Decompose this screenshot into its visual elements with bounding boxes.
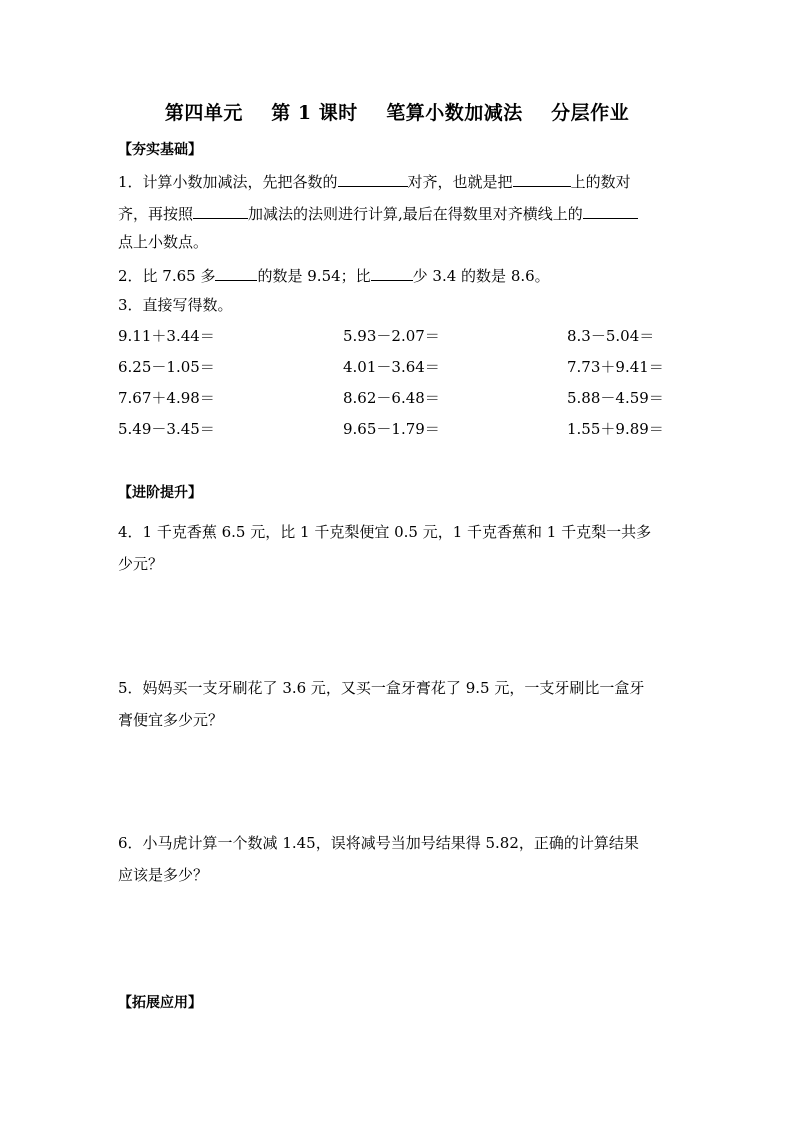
question-1-line-1 xyxy=(118,170,678,192)
calc-item: 1.55＋9.89＝ xyxy=(567,420,664,438)
q1-blank-4[interactable] xyxy=(583,202,638,219)
q1-blank-1[interactable] xyxy=(338,170,408,187)
calc-item: 9.11＋3.44＝ xyxy=(118,327,215,345)
question-4-line-2: 少元？ xyxy=(118,555,164,573)
q2-blank-2[interactable] xyxy=(371,264,413,281)
q1-text-3: 上的数对 xyxy=(570,173,631,191)
calc-item: 9.65－1.79＝ xyxy=(343,420,440,438)
q1-blank-2[interactable] xyxy=(513,170,571,187)
q1-text-1: 1．计算小数加减法，先把各数的 xyxy=(118,173,338,191)
q1-text-6: 点上小数点。 xyxy=(118,233,209,251)
q1-text-5: 加减法的法则进行计算,最后在得数里对齐横线上的 xyxy=(248,205,583,223)
calc-item: 5.93－2.07＝ xyxy=(343,327,440,345)
calc-item: 7.67＋4.98＝ xyxy=(118,389,215,407)
section-basic-heading: 【夯实基础】 xyxy=(118,142,202,158)
q1-text-2: 对齐，也就是把 xyxy=(407,173,513,191)
calc-item: 5.49－3.45＝ xyxy=(118,420,215,438)
calc-item: 8.62－6.48＝ xyxy=(343,389,440,407)
calc-item: 6.25－1.05＝ xyxy=(118,358,215,376)
question-1-line-3 xyxy=(118,232,678,252)
q1-blank-3[interactable] xyxy=(193,202,248,219)
calc-item: 8.3－5.04＝ xyxy=(567,327,655,345)
q2-blank-1[interactable] xyxy=(215,264,257,281)
question-6-line-2: 应该是多少？ xyxy=(118,866,209,884)
question-4-line-1: 4．1 千克香蕉 6.5 元，比 1 千克梨便宜 0.5 元，1 千克香蕉和 1 千克梨一共多 xyxy=(118,523,652,541)
q2-text-1: 2．比 7.65 多 xyxy=(118,267,216,285)
calc-item: 4.01－3.64＝ xyxy=(343,358,440,376)
question-3-label: 3．直接写得数。 xyxy=(118,296,233,314)
q2-text-2: 的数是 9.54；比 xyxy=(257,267,371,285)
question-2 xyxy=(118,264,678,286)
calc-item: 7.73＋9.41＝ xyxy=(567,358,664,376)
question-5-line-2: 膏便宜多少元？ xyxy=(118,711,224,729)
section-extended-heading: 【拓展应用】 xyxy=(118,995,202,1011)
question-6-line-1: 6．小马虎计算一个数减 1.45，误将减号当加号结果得 5.82，正确的计算结果 xyxy=(118,834,639,852)
question-1-line-2 xyxy=(118,202,678,224)
q2-text-3: 少 3.4 的数是 8.6。 xyxy=(412,267,550,285)
q1-text-4: 齐，再按照 xyxy=(118,205,194,223)
page-title: 第四单元 第 1 课时 笔算小数加减法 分层作业 xyxy=(164,102,630,124)
calc-item: 5.88－4.59＝ xyxy=(567,389,664,407)
question-5-line-1: 5．妈妈买一支牙刷花了 3.6 元，又买一盒牙膏花了 9.5 元，一支牙刷比一盒牙 xyxy=(118,679,645,697)
section-advanced-heading: 【进阶提升】 xyxy=(118,485,202,501)
